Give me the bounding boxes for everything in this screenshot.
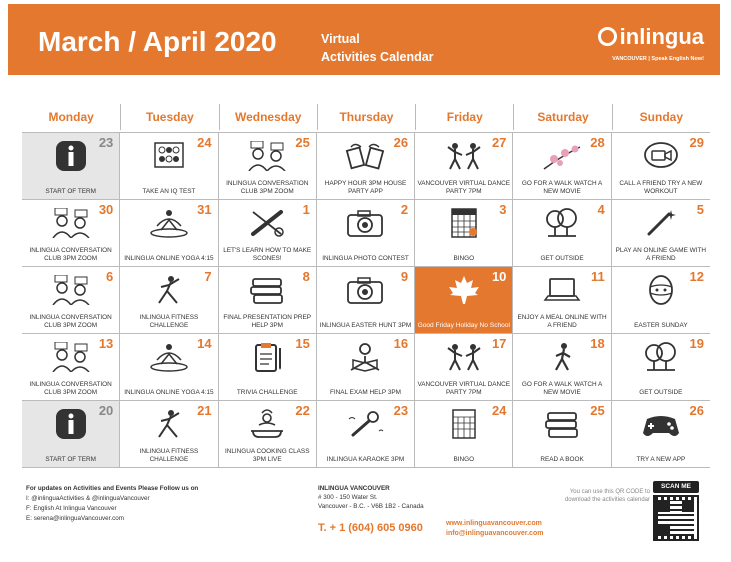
logo-circle-icon xyxy=(598,27,617,46)
activity-label: START OF TERM xyxy=(45,456,96,463)
activity-label: CALL A FRIEND TRY A NEW WORKOUT xyxy=(619,180,703,195)
calendar-day-cell xyxy=(612,133,710,200)
subtitle-line-1: Virtual xyxy=(321,32,360,46)
day-number: 14 xyxy=(197,336,212,351)
calendar-day-cell xyxy=(513,200,611,267)
weekday-friday: Friday xyxy=(415,104,513,130)
activity-label: INLINGUA PHOTO CONTEST xyxy=(322,255,409,262)
wand-icon xyxy=(639,208,683,238)
activity-label: VANCOUVER VIRTUAL DANCE PARTY 7PM xyxy=(417,180,511,195)
day-number: 26 xyxy=(393,135,409,150)
reading-icon xyxy=(343,342,387,372)
laptop-icon xyxy=(540,275,584,305)
tagline: VANCOUVER | Speak English Now! xyxy=(612,56,704,62)
clipboard-icon xyxy=(245,342,289,372)
day-number: 1 xyxy=(302,202,310,217)
day-number: 16 xyxy=(393,336,409,351)
day-number: 17 xyxy=(491,336,507,351)
weekday-wednesday: Wednesday xyxy=(219,104,317,130)
day-number: 6 xyxy=(106,269,114,284)
day-number: 12 xyxy=(689,269,704,284)
calendar-day-cell xyxy=(22,133,120,200)
calendar-day-cell xyxy=(120,267,218,334)
baking-icon xyxy=(245,208,289,238)
subtitle-line-2: Activities Calendar xyxy=(321,50,434,64)
activity-label: VANCOUVER VIRTUAL DANCE PARTY 7PM xyxy=(417,381,511,396)
calendar-day-cell xyxy=(22,267,120,334)
cherry-blossom-icon xyxy=(540,141,584,171)
day-number: 5 xyxy=(696,202,704,217)
tree-icon xyxy=(540,208,584,238)
weekday-saturday: Saturday xyxy=(513,104,611,130)
day-number: 2 xyxy=(400,202,409,217)
activity-label: GET OUTSIDE xyxy=(639,389,683,396)
activity-label: BINGO xyxy=(453,255,475,262)
info-icon xyxy=(49,409,93,439)
calendar-day-cell xyxy=(513,401,611,468)
day-number: 9 xyxy=(400,269,409,284)
logo-text: inlingua xyxy=(619,24,704,49)
qr-code[interactable] xyxy=(653,495,699,541)
calendar-day-cell xyxy=(317,334,415,401)
instagram-handle: I: @inlinguaActivities & @inlinguaVancouver xyxy=(26,495,150,502)
qr-instructions: You can use this QR CODE to download the activities calendar xyxy=(564,489,650,503)
calendar-day-cell xyxy=(612,200,710,267)
activity-label: INLINGUA CONVERSATION CLUB 3PM ZOOM xyxy=(29,247,112,262)
day-number: 3 xyxy=(499,202,507,217)
activity-label: BINGO xyxy=(453,456,475,463)
org-name: INLINGUA VANCOUVER xyxy=(318,485,390,492)
day-number: 30 xyxy=(98,202,114,217)
dance-icon xyxy=(442,342,486,372)
calendar-day-cell xyxy=(120,334,218,401)
calendar-day-cell xyxy=(415,267,513,334)
contact-email: E: serena@inlinguaVancouver.com xyxy=(26,515,124,522)
activity-label: GET OUTSIDE xyxy=(540,255,584,262)
activity-label: INLINGUA CONVERSATION CLUB 3PM ZOOM xyxy=(29,381,112,396)
activity-label: INLINGUA CONVERSATION CLUB 3PM ZOOM xyxy=(29,314,112,329)
weekday-monday: Monday xyxy=(48,110,94,124)
activity-label: START OF TERM xyxy=(45,188,96,195)
calendar-day-cell xyxy=(415,133,513,200)
books-icon xyxy=(540,409,584,439)
activity-label: GO FOR A WALK WATCH A NEW MOVIE xyxy=(521,180,603,195)
day-number: 13 xyxy=(98,336,114,351)
microphone-icon xyxy=(343,409,387,439)
calendar-day-cell xyxy=(120,133,218,200)
calendar-day-cell xyxy=(317,133,415,200)
day-number: 31 xyxy=(197,202,212,217)
calendar-day-cell xyxy=(219,267,317,334)
facebook-page: F: English At Inlingua Vancouver xyxy=(26,505,117,512)
yoga-mat-icon xyxy=(147,342,191,372)
day-number: 23 xyxy=(393,403,409,418)
calendar-day-cell xyxy=(513,334,611,401)
social-info xyxy=(26,484,198,524)
calendar-day-cell xyxy=(612,401,710,468)
calendar-day-cell xyxy=(317,267,415,334)
scan-me-label: SCAN ME xyxy=(653,481,699,493)
activity-label: INLINGUA KARAOKE 3PM xyxy=(326,456,405,463)
weekday-thursday: Thursday xyxy=(317,104,415,130)
activity-label: INLINGUA COOKING CLASS 3PM LIVE xyxy=(224,448,310,463)
day-number: 15 xyxy=(295,336,310,351)
address-line-1: # 300 - 150 Water St. xyxy=(318,494,378,501)
activity-label: INLINGUA ONLINE YOGA 4:15 xyxy=(124,389,214,396)
day-number: 8 xyxy=(302,269,310,284)
calendar-day-cell xyxy=(219,200,317,267)
day-number: 25 xyxy=(295,135,310,150)
activity-label: HAPPY HOUR 3PM HOUSE PARTY APP xyxy=(324,180,407,195)
calendar-title: March / April 2020 xyxy=(38,26,277,57)
day-number: 24 xyxy=(197,135,212,150)
address-block xyxy=(318,484,424,511)
calendar-day-cell xyxy=(415,334,513,401)
website-link[interactable]: www.inlinguavancouver.com xyxy=(446,520,542,527)
activity-label: LET'S LEARN HOW TO MAKE SCONES! xyxy=(223,247,312,262)
activity-label: READ A BOOK xyxy=(540,456,584,463)
calendar-day-cell xyxy=(612,334,710,401)
activity-label: Good Friday Holiday No School xyxy=(417,322,510,329)
conversation-icon xyxy=(49,342,93,372)
calendar-day-cell xyxy=(120,200,218,267)
fitness-icon xyxy=(147,275,191,305)
conversation-icon xyxy=(49,208,93,238)
weekday-tuesday: Tuesday xyxy=(120,104,218,130)
day-number: 22 xyxy=(295,403,310,418)
video-call-icon xyxy=(639,141,683,171)
activity-label: FINAL EXAM HELP 3PM xyxy=(329,389,401,396)
email-link[interactable]: info@inlinguavancouver.com xyxy=(446,530,544,537)
address-line-2: Vancouver - B.C. - V6B 1B2 - Canada xyxy=(318,503,424,510)
activity-label: TAKE AN IQ TEST xyxy=(142,188,196,195)
beer-cheers-icon xyxy=(343,141,387,171)
maple-leaf-icon xyxy=(442,275,486,305)
calendar-day-cell xyxy=(317,401,415,468)
day-number: 11 xyxy=(590,269,605,284)
chef-icon xyxy=(245,409,289,439)
bingo-icon xyxy=(442,208,486,238)
activity-label: ENJOY A MEAL ONLINE WITH A FRIEND xyxy=(517,314,607,329)
activity-label: INLINGUA FITNESS CHALLENGE xyxy=(139,314,199,329)
inlingua-logo xyxy=(598,24,704,50)
gamepad-icon xyxy=(639,409,683,439)
calendar-day-cell xyxy=(415,401,513,468)
day-number: 26 xyxy=(689,403,704,418)
activity-label: INLINGUA EASTER HUNT 3PM xyxy=(319,322,412,329)
bingo-card-icon xyxy=(442,409,486,439)
activity-label: TRY A NEW APP xyxy=(636,456,686,463)
calendar-day-cell xyxy=(317,200,415,267)
dance-icon xyxy=(442,141,486,171)
day-number: 4 xyxy=(597,202,605,217)
activity-label: GO FOR A WALK WATCH A NEW MOVIE xyxy=(521,381,603,396)
day-number: 10 xyxy=(491,269,507,284)
day-number: 18 xyxy=(590,336,605,351)
calendar-day-cell xyxy=(219,133,317,200)
easter-egg-icon xyxy=(639,275,683,305)
day-number: 19 xyxy=(689,336,704,351)
activity-label: TRIVIA CHALLENGE xyxy=(236,389,298,396)
info-icon xyxy=(49,141,93,171)
day-number: 7 xyxy=(204,269,212,284)
calendar-subtitle xyxy=(321,30,434,66)
calendar-day-cell xyxy=(219,401,317,468)
tree-icon xyxy=(639,342,683,372)
books-icon xyxy=(245,275,289,305)
phone-number: T. + 1 (604) 605 0960 xyxy=(318,522,423,534)
day-number: 21 xyxy=(197,403,212,418)
day-number: 28 xyxy=(590,135,605,150)
activity-label: EASTER SUNDAY xyxy=(634,322,688,329)
day-number: 23 xyxy=(98,135,114,150)
walking-icon xyxy=(540,342,584,372)
calendar-day-cell xyxy=(22,401,120,468)
activity-label: INLINGUA ONLINE YOGA 4:15 xyxy=(124,255,214,262)
activity-label: INLINGUA CONVERSATION CLUB 3PM ZOOM xyxy=(226,180,309,195)
calendar-day-cell xyxy=(513,267,611,334)
day-number: 29 xyxy=(689,135,704,150)
conversation-icon xyxy=(49,275,93,305)
header-banner xyxy=(8,4,720,75)
calendar-day-cell xyxy=(612,267,710,334)
camera-icon xyxy=(343,208,387,238)
calendar-day-cell xyxy=(415,200,513,267)
calendar-day-cell xyxy=(219,334,317,401)
day-number: 24 xyxy=(491,403,507,418)
weekday-sunday: Sunday xyxy=(612,104,710,130)
web-links xyxy=(446,519,543,539)
calendar-day-cell xyxy=(120,401,218,468)
iq-test-icon xyxy=(147,141,191,171)
activity-label: PLAY AN ONLINE GAME WITH A FRIEND xyxy=(615,247,706,262)
day-number: 20 xyxy=(98,403,114,418)
day-number: 25 xyxy=(590,403,605,418)
activity-label: FINAL PRESENTATION PREP HELP 3PM xyxy=(223,314,311,329)
calendar-day-cell xyxy=(22,334,120,401)
calendar-grid xyxy=(22,132,710,468)
camera-icon xyxy=(343,275,387,305)
day-number: 27 xyxy=(491,135,507,150)
activity-label: INLINGUA FITNESS CHALLENGE xyxy=(139,448,199,463)
follow-us-text: For updates on Activities and Events Please Follow us on xyxy=(26,485,199,492)
fitness-icon xyxy=(147,409,191,439)
yoga-mat-icon xyxy=(147,208,191,238)
conversation-icon xyxy=(245,141,289,171)
weekday-header xyxy=(22,104,710,130)
calendar-day-cell xyxy=(22,200,120,267)
calendar-day-cell xyxy=(513,133,611,200)
